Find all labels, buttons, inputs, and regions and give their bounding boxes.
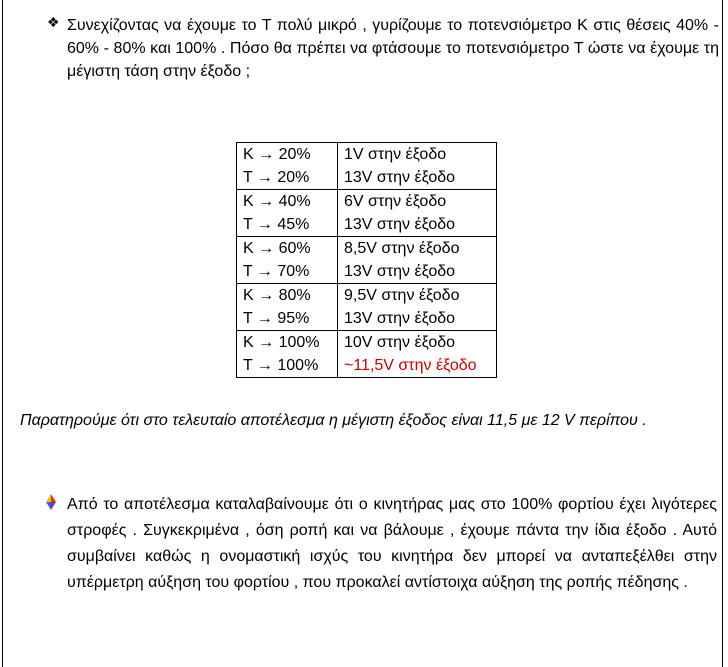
setting-cell: Τ → 100% [237, 354, 338, 378]
setting-cell: Τ → 95% [237, 307, 338, 331]
result-cell: 13V στην έξοδο [338, 307, 497, 331]
page-border-right [722, 0, 723, 667]
table-row [237, 166, 497, 190]
setting-cell: Κ → 40% [237, 190, 338, 214]
setting-cell: Κ → 100% [237, 331, 338, 355]
table-row [237, 190, 497, 214]
result-cell: 9,5V στην έξοδο [338, 284, 497, 308]
page-border-left [2, 0, 3, 667]
setting-cell: Κ → 80% [237, 284, 338, 308]
colored-diamond-bullet-icon [44, 494, 58, 510]
setting-cell: Τ → 45% [237, 213, 338, 237]
table-row [237, 213, 497, 237]
result-cell: 13V στην έξοδο [338, 166, 497, 190]
setting-cell: Κ → 20% [237, 143, 338, 167]
observation-text: Παρατηρούμε ότι στο τελευταίο αποτέλεσμα η μέγιστη έξοδος είναι 11,5 με 12 V περίπου . [20, 412, 647, 429]
table-row [237, 284, 497, 308]
result-cell: 6V στην έξοδο [338, 190, 497, 214]
setting-cell: Κ → 60% [237, 237, 338, 261]
table-row [237, 354, 497, 378]
table-row [237, 237, 497, 261]
table-row [237, 307, 497, 331]
diamond-bullet-icon: ❖ [47, 14, 60, 30]
result-cell: 8,5V στην έξοδο [338, 237, 497, 261]
results-table [236, 142, 497, 378]
intro-paragraph: Συνεχίζοντας να έχουμε το Τ πολύ μικρό , γυρίζουμε το ποτενσιόμετρο Κ στις θέσεις 40% - 60% - 80% και 100% . Πόσο θα πρέπει να φτάσουμε το ποτενσιόμετρο Τ ώστε να έχουμε τη μέγιστη τάση στην έξοδο ; [67, 17, 719, 80]
setting-cell: Τ → 20% [237, 166, 338, 190]
result-cell: 13V στην έξοδο [338, 260, 497, 284]
result-cell: 1V στην έξοδο [338, 143, 497, 167]
result-cell: 13V στην έξοδο [338, 213, 497, 237]
table-row [237, 331, 497, 355]
setting-cell: Τ → 70% [237, 260, 338, 284]
conclusion-paragraph: Από το αποτέλεσμα καταλαβαίνουμε ότι ο κινητήρας μας στο 100% φορτίου έχει λιγότερες στροφές . Συγκεκριμένα , όση ροπή και να βάλουμε , έχουμε πάντα την ίδια έξοδο . Αυτό συμβαίνει καθώς η ονομαστική ισχύς του κινητήρα δεν μπορεί να ανταπεξέλθει στην υπέρμετρη αύξηση του φορτίου , που προκαλεί αντίστοιχα αύξηση της ροπής πέδησης . [67, 496, 717, 591]
result-cell: 10V στην έξοδο [338, 331, 497, 355]
result-cell: ~11,5V στην έξοδο [338, 354, 497, 378]
table-row [237, 143, 497, 167]
table-row [237, 260, 497, 284]
